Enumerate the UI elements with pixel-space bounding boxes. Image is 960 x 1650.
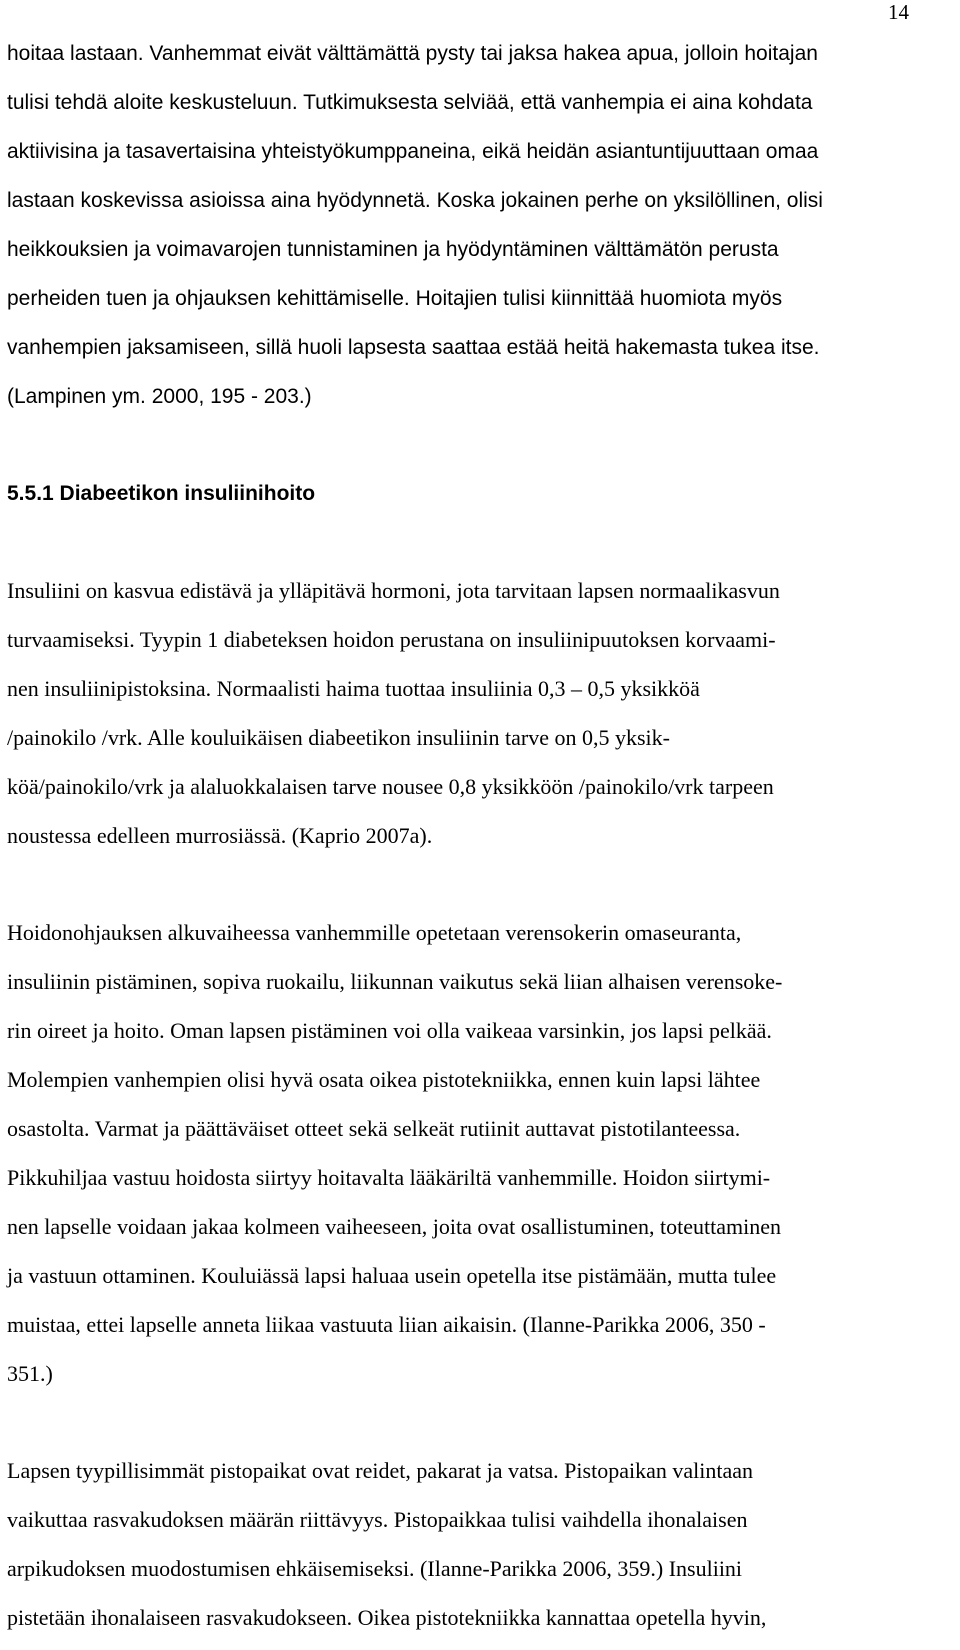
section-heading: 5.5.1 Diabeetikon insuliinihoito bbox=[7, 482, 316, 505]
paragraph-spacer bbox=[7, 421, 947, 469]
paragraph-1 bbox=[7, 29, 947, 421]
text-line: Hoidonohjauksen alkuvaiheessa vanhemmille opetetaan verensokerin omaseuranta, bbox=[7, 920, 742, 945]
paragraph-2 bbox=[7, 566, 947, 860]
text-line: hoitaa lastaan. Vanhemmat eivät välttämättä pysty tai jaksa hakea apua, jolloin hoitajan bbox=[7, 42, 818, 65]
text-line: perheiden tuen ja ohjauksen kehittämiselle. Hoitajien tulisi kiinnittää huomiota myös bbox=[7, 287, 783, 310]
text-line: turvaamiseksi. Tyypin 1 diabeteksen hoidon perustana on insuliinipuutoksen korvaami- bbox=[7, 627, 776, 652]
paragraph-4 bbox=[7, 1446, 947, 1642]
text-line: muistaa, ettei lapselle anneta liikaa vastuuta liian aikaisin. (Ilanne-Parikka 2006, 350 - bbox=[7, 1312, 766, 1337]
text-line: Molempien vanhempien olisi hyvä osata oikea pistotekniikka, ennen kuin lapsi lähtee bbox=[7, 1067, 761, 1092]
paragraph-spacer bbox=[7, 1398, 947, 1446]
text-line: insuliinin pistäminen, sopiva ruokailu, liikunnan vaikutus sekä liian alhaisen verensoke- bbox=[7, 969, 783, 994]
text-line: Pikkuhiljaa vastuu hoidosta siirtyy hoitavalta lääkäriltä vanhemmille. Hoidon siirtymi- bbox=[7, 1165, 771, 1190]
text-line: köä/painokilo/vrk ja alaluokkalaisen tarve nousee 0,8 yksikköön /painokilo/vrk tarpeen bbox=[7, 774, 774, 799]
text-line: lastaan koskevissa asioissa aina hyödynnetä. Koska jokainen perhe on yksilöllinen, olisi bbox=[7, 189, 823, 212]
text-line: 351.) bbox=[7, 1361, 53, 1386]
text-line: Lapsen tyypillisimmät pistopaikat ovat reidet, pakarat ja vatsa. Pistopaikan valintaan bbox=[7, 1458, 753, 1483]
paragraph-spacer bbox=[7, 518, 947, 566]
text-line: nen insuliinipistoksina. Normaalisti haima tuottaa insuliinia 0,3 – 0,5 yksikköä bbox=[7, 676, 700, 701]
text-line: Insuliini on kasvua edistävä ja ylläpitävä hormoni, jota tarvitaan lapsen normaalikasvun bbox=[7, 578, 780, 603]
text-line: vaikuttaa rasvakudoksen määrän riittävyys. Pistopaikkaa tulisi vaihdella ihonalaisen bbox=[7, 1507, 748, 1532]
text-line: vanhempien jaksamiseen, sillä huoli lapsesta saattaa estää heitä hakemasta tukea itse. bbox=[7, 336, 820, 359]
text-line: rin oireet ja hoito. Oman lapsen pistäminen voi olla vaikeaa varsinkin, jos lapsi pelkää. bbox=[7, 1018, 772, 1043]
text-line: pistetään ihonalaiseen rasvakudokseen. Oikea pistotekniikka kannattaa opetella hyvin, bbox=[7, 1605, 767, 1630]
paragraph-3 bbox=[7, 908, 947, 1398]
text-line: aktiivisina ja tasavertaisina yhteistyökumppaneina, eikä heidän asiantuntijuuttaan omaa bbox=[7, 140, 819, 163]
text-line: arpikudoksen muodostumisen ehkäisemiseksi. (Ilanne-Parikka 2006, 359.) Insuliini bbox=[7, 1556, 743, 1581]
text-line: (Lampinen ym. 2000, 195 - 203.) bbox=[7, 385, 312, 408]
text-line: ja vastuun ottaminen. Kouluiässä lapsi haluaa usein opetella itse pistämään, mutta tulee bbox=[7, 1263, 777, 1288]
text-line: osastolta. Varmat ja päättäväiset otteet sekä selkeät rutiinit auttavat pistotilanteessa. bbox=[7, 1116, 741, 1141]
text-line: /painokilo /vrk. Alle kouluikäisen diabeetikon insuliinin tarve on 0,5 yksik- bbox=[7, 725, 670, 750]
text-line: tulisi tehdä aloite keskusteluun. Tutkimuksesta selviää, että vanhempia ei aina kohdata bbox=[7, 91, 813, 114]
page-number: 14 bbox=[888, 0, 909, 24]
text-line: heikkouksien ja voimavarojen tunnistaminen ja hyödyntäminen välttämätön perusta bbox=[7, 238, 779, 261]
document-body bbox=[7, 29, 947, 1642]
paragraph-spacer bbox=[7, 860, 947, 908]
text-line: noustessa edelleen murrosiässä. (Kaprio 2007a). bbox=[7, 823, 433, 848]
text-line: nen lapselle voidaan jakaa kolmeen vaiheeseen, joita ovat osallistuminen, toteuttaminen bbox=[7, 1214, 782, 1239]
